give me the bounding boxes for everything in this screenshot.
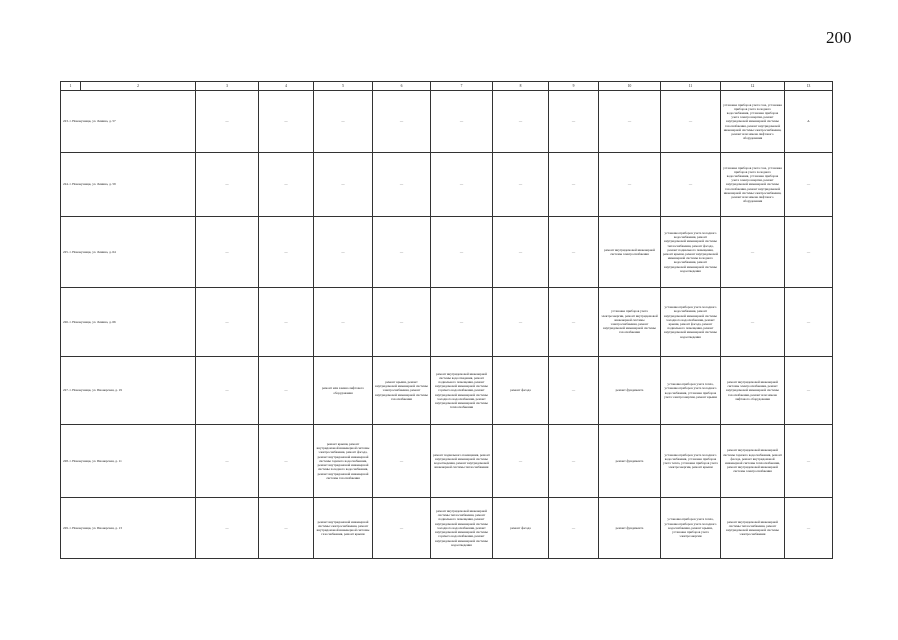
table-cell-col-10: ремонт фундамента: [599, 425, 661, 498]
column-number-13: 13: [785, 82, 833, 91]
row-number: 228.: [63, 458, 69, 463]
table-cell-col-7: ремонт внутридомовой инженерной системы водоотведения, ремонт подвального помещения, ремонт внутридомовой инженерной системы горячего водоснабжения, ремонт внутридомовой инженерной системы холодного водоснабжения, ремонт внутридомовой инженерной системы теплоснабжения: [431, 357, 493, 425]
table-row: [61, 153, 833, 217]
address-text: г. Новокузнецк, ул. Ленина, д. 64: [69, 249, 116, 254]
table-cell-col-13: —: [785, 288, 833, 357]
work-schedule-table: [60, 81, 833, 559]
table-row: [61, 425, 833, 498]
address-cell: [61, 288, 196, 357]
column-number-9: 9: [549, 82, 599, 91]
table-cell-col-13: —: [785, 153, 833, 217]
table-cell-col-6: —: [373, 153, 431, 217]
address-text: г. Новокузнецк, ул. Ленина, д. 57: [69, 119, 116, 124]
table-cell-col-9: —: [549, 288, 599, 357]
table-cell-col-8: —: [493, 153, 549, 217]
header-row: [61, 82, 833, 91]
address-cell: [61, 153, 196, 217]
table-cell-col-13: —: [785, 425, 833, 498]
table-cell-col-4: —: [259, 288, 314, 357]
table-cell-col-8: —: [493, 288, 549, 357]
table-cell-col-6: ремонт крыши, ремонт внутридомовой инженерной системы электроснабжения, ремонт внутридомовой инженерной системы газоснабжения: [373, 357, 431, 425]
table-cell-col-10: —: [599, 153, 661, 217]
table-cell-col-4: —: [259, 498, 314, 559]
column-number-11: 11: [661, 82, 721, 91]
table-cell-col-9: —: [549, 217, 599, 288]
table-cell-col-7: —: [431, 288, 493, 357]
table-cell-col-5: ремонт или замена лифтового оборудования: [314, 357, 373, 425]
column-number-1: 1: [61, 82, 81, 91]
row-number: 226.: [63, 319, 69, 324]
table-cell-col-6: —: [373, 425, 431, 498]
table-row: [61, 288, 833, 357]
table-cell-col-13: —: [785, 217, 833, 288]
column-number-7: 7: [431, 82, 493, 91]
address-text: г. Новокузнецк, ул. Ленина, д. 66: [69, 319, 116, 324]
table-row: [61, 217, 833, 288]
table-cell-col-4: —: [259, 217, 314, 288]
table-cell-col-10: установка приборов учета электроэнергии, ремонт внутридомовой инженерной системы электроснабжения, ремонт внутридомовой инженерной системы газоснабжения: [599, 288, 661, 357]
table-cell-col-6: —: [373, 498, 431, 559]
table-cell-col-3: —: [196, 217, 259, 288]
row-number: 229.: [63, 525, 69, 530]
table-cell-col-10: ремонт внутридомовой инженерной системы электроснабжения: [599, 217, 661, 288]
table-cell-col-3: —: [196, 357, 259, 425]
column-number-5: 5: [314, 82, 373, 91]
column-number-12: 12: [721, 82, 785, 91]
table-cell-col-12: ремонт внутридомовой инженерной системы горячего водоснабжения, ремонт фасада, ремонт внутридомовой инженерной системы теплоснабжения, ремонт внутридомовой инженерной системы электроснабжения: [721, 425, 785, 498]
table-cell-col-12: ремонт внутридомовой инженерной системы электроснабжения, ремонт внутридомовой инженерной системы газоснабжения, ремонт или замена лифтового оборудования: [721, 357, 785, 425]
address-cell: [61, 357, 196, 425]
table-cell-col-12: установка приборов учета газа, установка приборов учета холодного водоснабжения, установка приборов учета электроэнергии, ремонт внутридомовой инженерной системы газоснабжения, ремонт внутридомовой инженерной системы электроснабжения, ремонт или замена лифтового оборудования: [721, 91, 785, 153]
address-text: г. Новокузнецк, ул. Пионерская, д. 13: [69, 525, 122, 530]
table-cell-col-4: —: [259, 425, 314, 498]
table-cell-col-9: —: [549, 91, 599, 153]
table-body: [61, 82, 833, 559]
table-cell-col-8: —: [493, 425, 549, 498]
table-row: [61, 357, 833, 425]
table-cell-col-11: установка приборов учета холодного водоснабжения, установка приборов учета тепла, установка приборов учета электроэнергии, ремонт крыши: [661, 425, 721, 498]
table-cell-col-13: —: [785, 357, 833, 425]
address-cell: [61, 91, 196, 153]
table-cell-col-5: —: [314, 91, 373, 153]
table-cell-col-7: ремонт внутридомовой инженерной системы теплоснабжения, ремонт подвального помещения, ремонт внутридомовой инженерной системы холодного водоснабжения, ремонт внутридомовой инженерной системы горячего водоснабжения, ремонт внутридомовой инженерной системы водоотведения: [431, 498, 493, 559]
table-cell-col-12: ремонт внутридомовой инженерной системы теплоснабжения, ремонт внутридомовой инженерной системы электроснабжения: [721, 498, 785, 559]
page-number: 200: [826, 28, 852, 47]
table-cell-col-11: установка приборов учета холодного водоснабжения, ремонт внутридомовой инженерной системы теплоснабжения, ремонт фасада, ремонт подвального помещения, ремонт крыши, ремонт внутридомовой инженерной системы холодного водоснабжения, ремонт внутридомовой инженерной системы водоотведения: [661, 217, 721, 288]
address-cell: [61, 498, 196, 559]
address-text: г. Новокузнецк, ул. Пионерская, д. 19: [69, 388, 122, 393]
table-cell-col-3: —: [196, 288, 259, 357]
row-number: 227.: [63, 388, 69, 393]
table-cell-col-3: —: [196, 425, 259, 498]
table-cell-col-11: установка приборов учета тепла, установка приборов учета холодного водоснабжения, ремонт крыши, установка приборов учета электроэнергии: [661, 498, 721, 559]
table-row: [61, 498, 833, 559]
table-cell-col-8: ремонт фасада: [493, 498, 549, 559]
table-cell-col-8: —: [493, 91, 549, 153]
column-number-3: 3: [196, 82, 259, 91]
address-text: г. Новокузнецк, ул. Ленина, д. 59: [69, 182, 116, 187]
table-cell-col-11: —: [661, 91, 721, 153]
table-cell-col-4: —: [259, 153, 314, 217]
column-number-10: 10: [599, 82, 661, 91]
table-cell-col-11: установка приборов учета холодного водоснабжения, ремонт внутридомовой инженерной системы холодного водоснабжения, ремонт крыши, ремонт фасада, ремонт подвального помещения, ремонт внутридомовой инженерной системы водоотведения: [661, 288, 721, 357]
table-cell-col-12: —: [721, 217, 785, 288]
table-cell-col-9: —: [549, 357, 599, 425]
table-cell-col-11: установка приборов учета тепла, установка приборов учета холодного водоснабжения, установка приборов учета электроэнергии, ремонт крыши: [661, 357, 721, 425]
column-number-8: 8: [493, 82, 549, 91]
table-cell-col-5: ремонт внутридомовой инженерной системы электроснабжения, ремонт внутридомовой инженерной системы газоснабжения, ремонт крыши: [314, 498, 373, 559]
table-cell-col-7: —: [431, 217, 493, 288]
address-text: г. Новокузнецк, ул. Пионерская, д. 11: [69, 458, 122, 463]
table-cell-col-7: —: [431, 91, 493, 153]
table-cell-col-7: —: [431, 153, 493, 217]
table-cell-col-5: —: [314, 288, 373, 357]
table-cell-col-6: —: [373, 288, 431, 357]
table-cell-col-10: —: [599, 91, 661, 153]
table-cell-col-8: ремонт фасада: [493, 357, 549, 425]
row-number: 223.: [63, 119, 69, 124]
table-cell-col-13: А: [785, 91, 833, 153]
table-cell-col-9: —: [549, 153, 599, 217]
table-cell-col-3: —: [196, 91, 259, 153]
column-number-6: 6: [373, 82, 431, 91]
table-cell-col-5: ремонт крыши, ремонт внутридомовой инженерной системы электроснабжения, ремонт фасада, ремонт внутридомовой инженерной системы горячего водоснабжения, ремонт внутридомовой инженерной системы холодного водоснабжения, ремонт внутридомовой инженерной системы газоснабжения: [314, 425, 373, 498]
table-cell-col-11: —: [661, 153, 721, 217]
address-cell: [61, 425, 196, 498]
table-cell-col-13: —: [785, 498, 833, 559]
column-number-2: 2: [81, 82, 196, 91]
table-cell-col-9: —: [549, 498, 599, 559]
table-cell-col-12: —: [721, 288, 785, 357]
table-cell-col-10: ремонт фундамента: [599, 498, 661, 559]
table-cell-col-5: —: [314, 153, 373, 217]
table-cell-col-6: —: [373, 217, 431, 288]
table-row: [61, 91, 833, 153]
table-cell-col-3: —: [196, 498, 259, 559]
table-cell-col-4: —: [259, 91, 314, 153]
table-cell-col-3: —: [196, 153, 259, 217]
table-cell-col-10: ремонт фундамента: [599, 357, 661, 425]
table-cell-col-9: —: [549, 425, 599, 498]
table-cell-col-7: ремонт подвального помещения, ремонт внутридомовой инженерной системы водоотведения, ремонт внутридомовой инженерной системы теплоснабжения: [431, 425, 493, 498]
row-number: 224.: [63, 182, 69, 187]
table-cell-col-6: —: [373, 91, 431, 153]
address-cell: [61, 217, 196, 288]
column-number-4: 4: [259, 82, 314, 91]
table-cell-col-8: —: [493, 217, 549, 288]
table-cell-col-12: установка приборов учета газа, установка приборов учета холодного водоснабжения, установка приборов учета электроэнергии, ремонт внутридомовой инженерной системы газоснабжения, ремонт внутридомовой инженерной системы электроснабжения, ремонт или замена лифтового оборудования: [721, 153, 785, 217]
row-number: 225.: [63, 249, 69, 254]
table-cell-col-5: —: [314, 217, 373, 288]
table-cell-col-4: —: [259, 357, 314, 425]
